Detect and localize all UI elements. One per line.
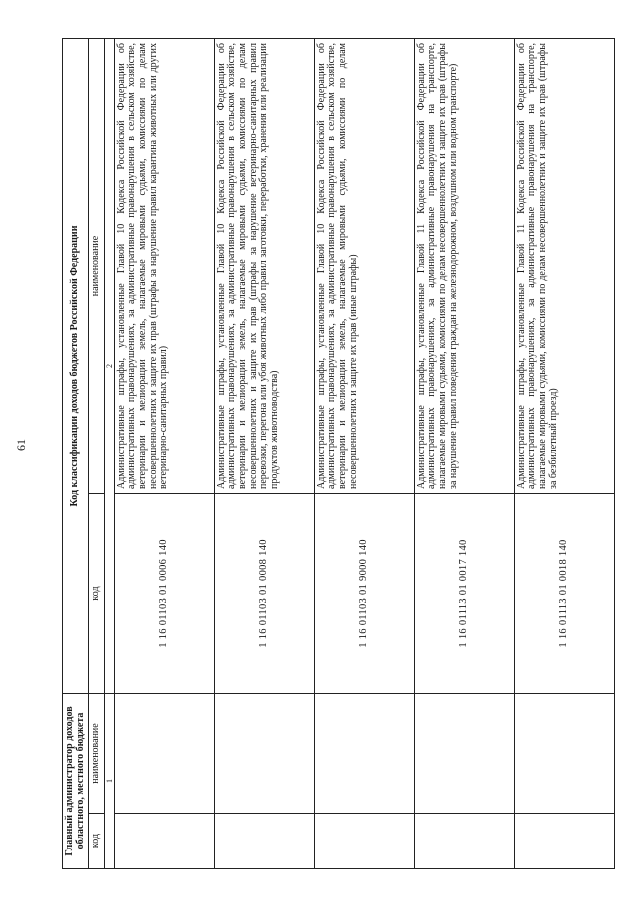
admin-name-cell (514, 694, 614, 814)
header-row (63, 38, 89, 868)
subheader-admin-name: наименование (89, 694, 105, 814)
table-row (414, 38, 514, 868)
row-name: Административные штрафы, установленные Главой 10 Кодекса Российской Федерации об административных правонарушениях, за административные правонарушения в сельском хозяйстве, ветеринарии и мелиорации земель, налагаемые мировыми судьями, комиссиями по делам несовершеннолетних и защите их прав (иные штрафы) (314, 38, 414, 493)
subheader-name: наименование (89, 38, 105, 493)
header-classification: Код классификации доходов бюджетов Российской Федерации (63, 38, 89, 693)
admin-code-cell (314, 814, 414, 869)
admin-code-cell (414, 814, 514, 869)
admin-name-cell (214, 694, 314, 814)
subheader-code: код (89, 494, 105, 694)
row-code: 1 16 01113 01 0017 140 (414, 494, 514, 694)
subheader-row (89, 38, 105, 868)
classification-table (62, 38, 615, 869)
table-row (214, 38, 314, 868)
subheader-admin-code: код (89, 814, 105, 869)
page-number: 61 (14, 439, 28, 451)
row-code: 1 16 01103 01 9000 140 (314, 494, 414, 694)
admin-code-cell (114, 814, 214, 869)
column-number-2: 2 (104, 38, 114, 693)
row-code: 1 16 01103 01 0008 140 (214, 494, 314, 694)
row-code: 1 16 01103 01 0006 140 (114, 494, 214, 694)
column-number-1: 1 (104, 694, 114, 869)
admin-name-cell (114, 694, 214, 814)
table-row (314, 38, 414, 868)
row-code: 1 16 01113 01 0018 140 (514, 494, 614, 694)
table-row (514, 38, 614, 868)
row-name: Административные штрафы, установленные Главой 11 Кодекса Российской Федерации об административных правонарушениях, за административные правонарушения на транспорте, налагаемые мировыми судьями, комиссиями по делам несовершеннолетних и защите их прав (штрафы за безбилетный проезд) (514, 38, 614, 493)
admin-name-cell (414, 694, 514, 814)
admin-code-cell (214, 814, 314, 869)
row-name: Административные штрафы, установленные Главой 10 Кодекса Российской Федерации об административных правонарушениях, за административные правонарушения в сельском хозяйстве, ветеринарии и мелиорации земель, налагаемые мировыми судьями, комиссиями по делам несовершеннолетних и защите их прав (штрафы за нарушение правил карантина животных или других ветеринарно-санитарных правил) (114, 38, 214, 493)
row-name: Административные штрафы, установленные Главой 11 Кодекса Российской Федерации об административных правонарушениях, за административные правонарушения на транспорте, налагаемые мировыми судьями, комиссиями по делам несовершеннолетних и защите их прав (штрафы за нарушение правил поведения граждан на железнодорожном, воздушном или водном транспорте) (414, 38, 514, 493)
column-number-row (104, 38, 114, 868)
row-name: Административные штрафы, установленные Главой 10 Кодекса Российской Федерации об административных правонарушениях, за административные правонарушения в сельском хозяйстве, ветеринарии и мелиорации земель, налагаемые мировыми судьями, комиссиями по делам несовершеннолетних и защите их прав (штрафы за нарушение ветеринарно-санитарных правил перевозки, перегона или убоя животных либо правил заготовки, переработки, хранения или реализации продуктов животноводства) (214, 38, 314, 493)
table-row (114, 38, 214, 868)
header-admin: Главный администратор доходов областного, местного бюджета (63, 694, 89, 869)
admin-name-cell (314, 694, 414, 814)
admin-code-cell (514, 814, 614, 869)
